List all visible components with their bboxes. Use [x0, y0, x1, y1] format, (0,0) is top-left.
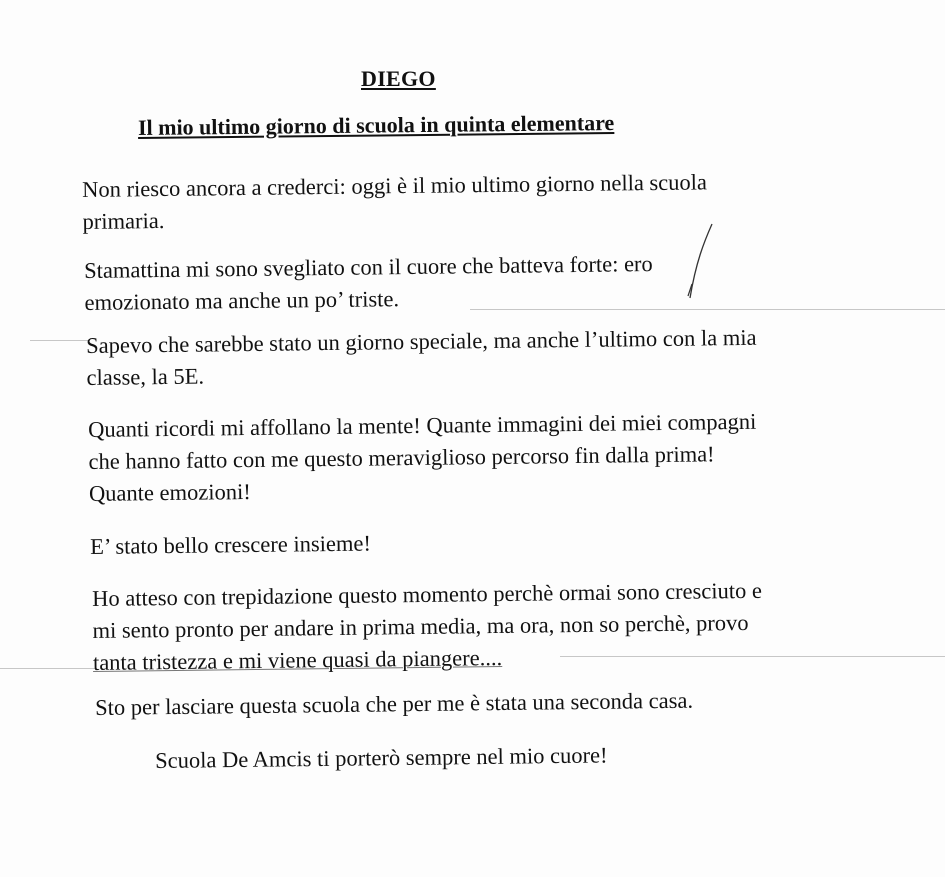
paragraph-line: primaria. — [82, 207, 165, 234]
paragraph-6 — [92, 575, 763, 679]
paragraph-line: Sto per lasciare questa scuola che per me è stata una seconda casa. — [95, 687, 694, 720]
paragraph-line: Quante emozioni! — [88, 479, 251, 506]
scan-artifact-line — [0, 668, 95, 669]
pen-slash-mark — [682, 222, 718, 302]
paragraph-line: mi sento pronto per andare in prima media, ma ora, non so perchè, provo — [92, 609, 749, 643]
paragraph-2 — [84, 248, 653, 319]
paragraph-3 — [86, 322, 757, 394]
paragraph-8 — [155, 739, 608, 777]
paragraph-line: Stamattina mi sono svegliato con il cuore che batteva forte: ero — [84, 251, 653, 283]
paragraph-line: che hanno fatto con me questo meraviglioso percorso fin dalla prima! — [88, 441, 715, 474]
paragraph-line: Scuola De Amcis ti porterò sempre nel mio cuore! — [155, 742, 608, 773]
paragraph-line: Ho atteso con trepidazione questo momento perchè ormai sono cresciuto e — [92, 577, 763, 611]
paragraph-line: classe, la 5E. — [86, 363, 205, 390]
paragraph-7 — [95, 685, 693, 724]
paragraph-line: Non riesco ancora a crederci: oggi è il mio ultimo giorno nella scuola — [82, 169, 708, 202]
paragraph-1 — [82, 166, 708, 238]
paragraph-line: emozionato ma anche un po’ triste. — [84, 286, 400, 315]
paragraph-5 — [90, 528, 371, 563]
paragraph-line: E’ stato bello crescere insieme! — [90, 530, 372, 559]
document-subtitle: Il mio ultimo giorno di scuola in quinta elementare — [137, 110, 615, 140]
paragraph-line: Quanti ricordi mi affollano la mente! Quante immagini dei miei compagni — [88, 408, 757, 442]
document-title: DIEGO — [361, 66, 436, 91]
paragraph-line: tanta tristezza e mi viene quasi da piangere.... — [92, 644, 503, 675]
scan-artifact-line — [30, 340, 90, 341]
paragraph-4 — [88, 406, 757, 510]
paragraph-line: Sapevo che sarebbe stato un giorno speciale, ma anche l’ultimo con la mia — [86, 324, 757, 358]
